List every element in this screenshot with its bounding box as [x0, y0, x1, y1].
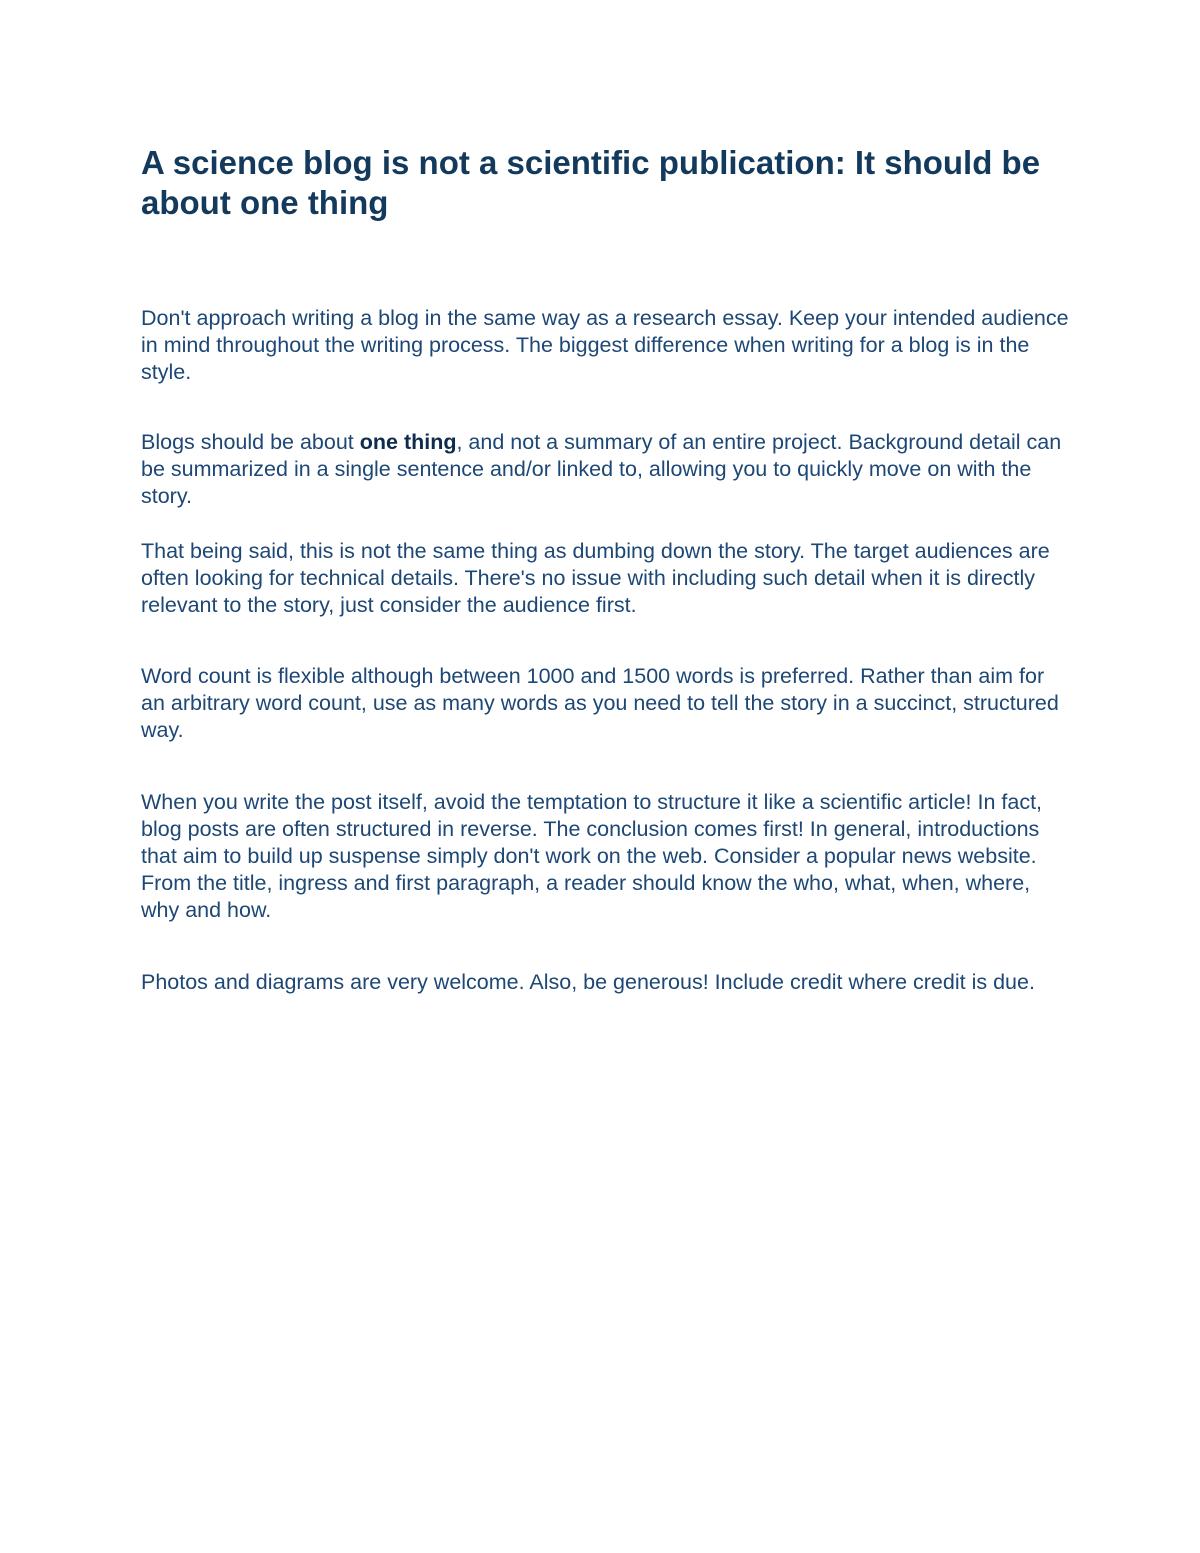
paragraph-photos: Photos and diagrams are very welcome. Also, be generous! Include credit where credit is due. [141, 970, 1035, 994]
paragraph-text: , and not a summary of an entire project. Background detail can be summarized in a single sentence and/or linked to, allowing you to quickly move on with the story. [141, 430, 1062, 508]
document-title: A science blog is not a scientific publication: It should be about one thing [141, 144, 1041, 221]
paragraph-text: Blogs should be about [141, 430, 360, 454]
paragraph-word-count: Word count is flexible although between 1000 and 1500 words is preferred. Rather than aim for an arbitrary word count, use as many words as you need to tell the story in a succinct, structured way. [141, 664, 1059, 742]
paragraph-structure: When you write the post itself, avoid the temptation to structure it like a scientific article! In fact, blog posts are often structured in reverse. The conclusion comes first! In general, introductions that aim to build up suspense simply don't work on the web. Consider a popular news website. From the title, ingress and first paragraph, a reader should know the who, what, when, where, why and how. [141, 790, 1043, 922]
paragraph-one-thing [141, 429, 1071, 510]
emphasis-text: one thing [359, 430, 457, 454]
paragraph-audience: Don't approach writing a blog in the same way as a research essay. Keep your intended audience in mind throughout the writing process. The biggest difference when writing for a blog is in the style. [141, 306, 1069, 384]
paragraph-technical-detail: That being said, this is not the same thing as dumbing down the story. The target audiences are often looking for technical details. There's no issue with including such detail when it is directly relevant to the story, just consider the audience first. [141, 539, 1050, 617]
